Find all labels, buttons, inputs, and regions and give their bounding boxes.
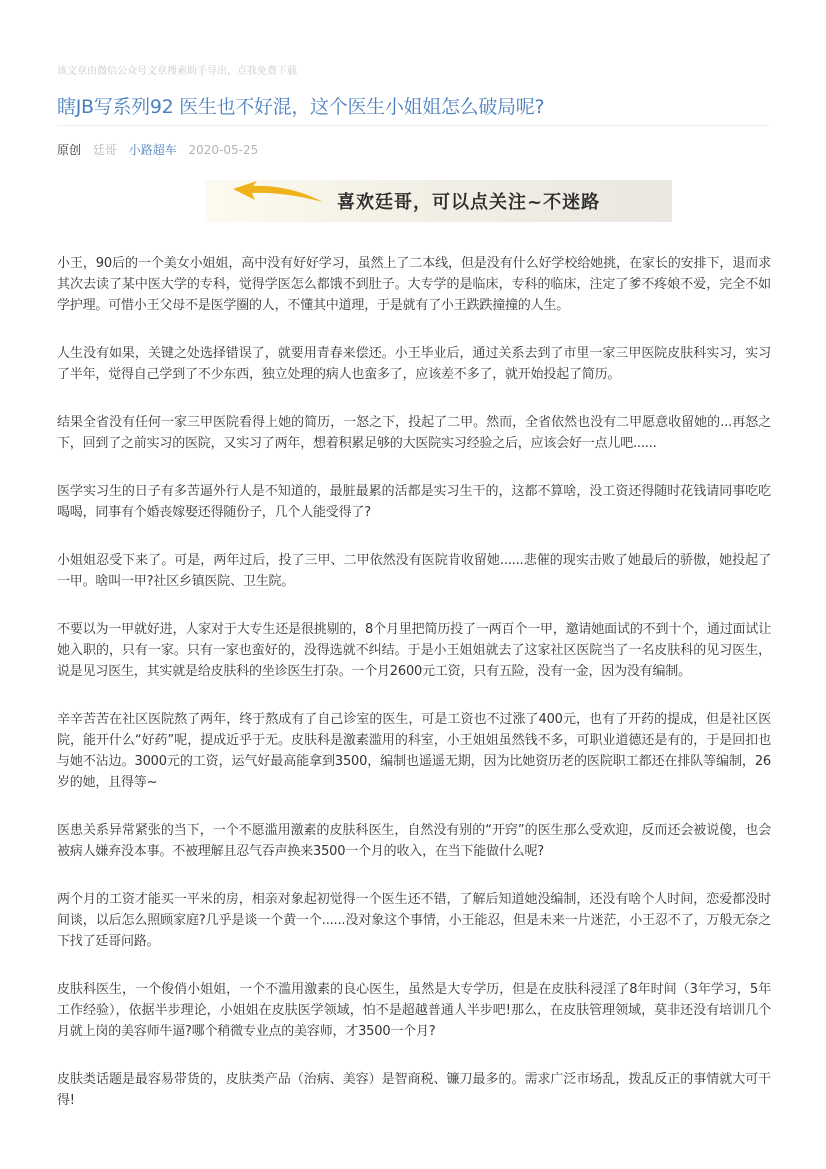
article-body — [57, 253, 771, 1138]
publish-date: 2020-05-25 — [188, 143, 259, 157]
export-notice[interactable]: 该文章由微信公众号文章搜索助手导出，点我免费下载 — [57, 66, 297, 77]
paragraph: 不要以为一甲就好进，人家对于大专生还是很挑剔的，8个月里把简历投了一两百个一甲，邀请她面试的不到十个，通过面试让她入职的，只有一家。只有一家也蛮好的，没得选就不纠结。于是小王姐姐就去了这家社区医院当了一名皮肤科的见习医生，说是见习医生，其实就是给皮肤科的坐诊医生打杂。一个月2600元工资，只有五险，没有一金，因为没有编制。 — [57, 622, 771, 679]
paragraph: 辛辛苦苦在社区医院熬了两年，终于熬成有了自己诊室的医生，可是工资也不过涨了400元，也有了开药的提成，但是社区医院，能开什么“好药”呢，提成近乎于无。皮肤科是激素滥用的科室，小王姐姐虽然钱不多，可职业道德还是有的，于是回扣也与她不沾边。3000元的工资，运气好最高能拿到3500，编制也遥遥无期，因为比她资历老的医院职工都还在排队等编制，26岁的她，且得等~ — [57, 712, 771, 790]
paragraph: 皮肤类话题是最容易带货的，皮肤类产品（治病、美容）是智商税、镰刀最多的。需求广泛市场乱，拨乱反正的事情就大可干得! — [57, 1072, 771, 1108]
follow-banner-text: 喜欢廷哥，可以点关注~不迷路 — [337, 192, 601, 213]
article-meta — [57, 141, 266, 158]
article-title: 瞎JB写系列92 医生也不好混，这个医生小姐姐怎么破局呢? — [57, 96, 545, 118]
follow-banner — [205, 180, 672, 222]
paragraph: 两个月的工资才能买一平米的房，相亲对象起初觉得一个医生还不错，了解后知道她没编制，还没有啥个人时间，恋爱都没时间谈，以后怎么照顾家庭?几乎是谈一个黄一个......没对象这个事情，小王能忍，但是未来一片迷茫，小王忍不了，万般无奈之下找了廷哥问路。 — [57, 892, 771, 949]
paragraph: 医学实习生的日子有多苦逼外行人是不知道的，最脏最累的活都是实习生干的，这都不算啥，没工资还得随时花钱请同事吃吃喝喝，同事有个婚丧嫁娶还得随份子，几个人能受得了? — [57, 484, 771, 520]
paragraph: 小王，90后的一个美女小姐姐，高中没有好好学习，虽然上了二本线，但是没有什么好学校给她挑，在家长的安排下，退而求其次去读了某中医大学的专科，觉得学医怎么都饿不到肚子。大专学的是临床，专科的临床，注定了爹不疼娘不爱，完全不如学护理。可惜小王父母不是医学圈的人，不懂其中道理，于是就有了小王跌跌撞撞的人生。 — [57, 256, 771, 313]
paragraph: 结果全省没有任何一家三甲医院看得上她的简历，一怒之下，投起了二甲。然而，全省依然也没有二甲愿意收留她的...再怒之下，回到了之前实习的医院，又实习了两年，想着积累足够的大医院实习经验之后，应该会好一点儿吧...... — [57, 415, 771, 451]
original-tag: 原创 — [57, 143, 82, 157]
account-link[interactable]: 小路超车 — [128, 143, 177, 157]
author-name: 廷哥 — [92, 143, 117, 157]
paragraph: 小姐姐忍受下来了。可是，两年过后，投了三甲、二甲依然没有医院肯收留她......悲催的现实击败了她最后的骄傲，她投起了一甲。啥叫一甲?社区乡镇医院、卫生院。 — [57, 553, 771, 589]
paragraph: 皮肤科医生，一个俊俏小姐姐，一个不滥用激素的良心医生，虽然是大专学历，但是在皮肤科浸淫了8年时间（3年学习，5年工作经验），依据半步理论，小姐姐在皮肤医学领域，怕不是超越普通人半步吧!那么，在皮肤管理领域，莫非还没有培训几个月就上岗的美容师牛逼?哪个稍微专业点的美容师，才3500一个月? — [57, 982, 771, 1039]
paragraph: 医患关系异常紧张的当下，一个不愿滥用激素的皮肤科医生，自然没有别的“开窍”的医生那么受欢迎，反而还会被说傻，也会被病人嫌弃没本事。不被理解且忍气吞声换来3500一个月的收入，在当下能做什么呢? — [57, 823, 771, 859]
title-divider — [57, 125, 769, 126]
paragraph: 人生没有如果，关键之处选择错误了，就要用青春来偿还。小王毕业后，通过关系去到了市里一家三甲医院皮肤科实习，实习了半年，觉得自己学到了不少东西，独立处理的病人也蛮多了，应该差不多了，就开始投起了简历。 — [57, 346, 771, 382]
